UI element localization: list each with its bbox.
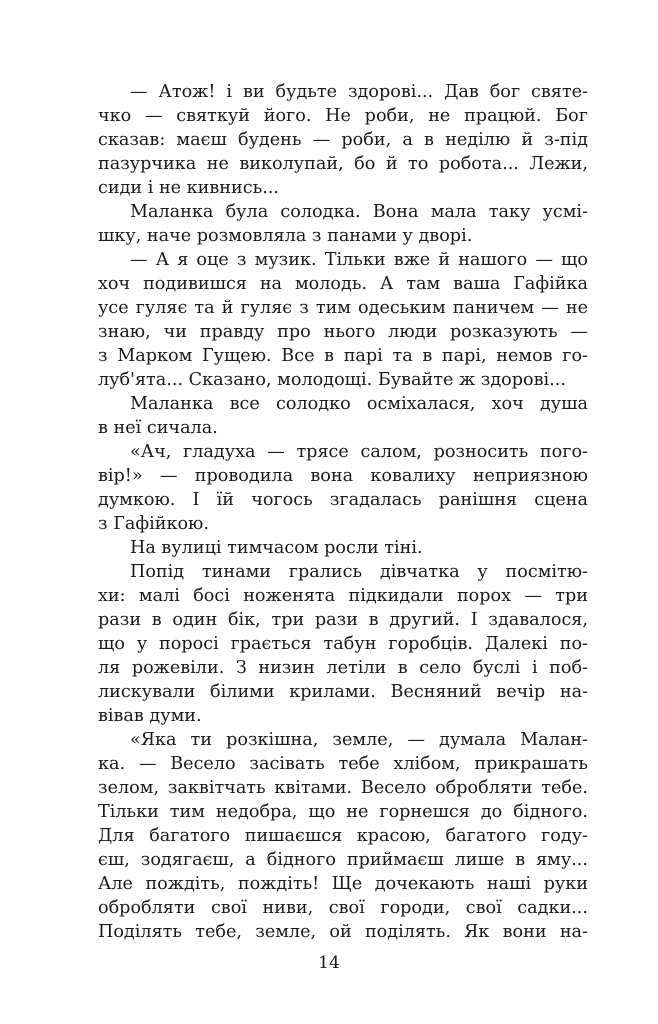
text-line: ля рожевіли. З низин летіли в село буслі і поб- (98, 658, 588, 678)
text-line: — Атож! і ви будьте здорові... Дав бог святе- (130, 82, 588, 102)
text-line: Але пождіть, пождіть! Ще дочекають наші руки (98, 874, 588, 894)
text-line: чко — святкуй його. Не роби, не працюй. Бог (98, 106, 588, 126)
text-line: лискували білими крилами. Весняний вечір на- (98, 682, 588, 702)
text-line: вір!» — проводила вона ковалиху неприязною (98, 466, 588, 486)
text-line: сиди і не кивнись... (98, 178, 279, 198)
text-line: з Гафійкою. (98, 514, 209, 534)
text-line: знаю, чи правду про нього люди розказують — (98, 322, 588, 342)
text-line: обробляти свої ниви, свої городи, свої садки... (98, 898, 588, 918)
text-line: «Ач, гладуха — трясе салом, розносить пого- (130, 442, 588, 462)
text-line: усе гуляє та й гуляє з тим одеським паничем — не (98, 298, 588, 318)
text-line: Поділять тебе, земле, ой поділять. Як вони на- (98, 922, 588, 942)
text-line: зелом, заквітчать квітами. Весело обробляти тебе. (98, 778, 588, 798)
text-line: луб'ята... Сказано, молодощі. Бувайте ж здорові... (98, 370, 566, 390)
text-line: Для багатого пишаєшся красою, багатого году- (98, 826, 588, 846)
text-line: в неї сичала. (98, 418, 218, 438)
text-line: що у поросі грається табун горобців. Далекі по- (98, 634, 588, 654)
text-line: На вулиці тимчасом росли тіні. (130, 538, 423, 558)
text-line: рази в один бік, три рази в другий. І здавалося, (98, 610, 588, 630)
text-line: з Марком Гущею. Все в парі та в парі, немов го- (98, 346, 588, 366)
text-line: ка. — Весело засівать тебе хлібом, прикрашать (98, 754, 588, 774)
body-text (98, 80, 588, 944)
text-line: хи: малі босі ноженята підкидали порох — три (98, 586, 588, 606)
text-line: вівав думи. (98, 706, 202, 726)
text-line: «Яка ти розкішна, земле, — думала Малан- (130, 730, 588, 750)
text-line: Маланка все солодко осміхалася, хоч душа (130, 394, 588, 414)
page-number: 14 (318, 953, 340, 973)
text-line: шку, наче розмовляла з панами у дворі. (98, 226, 473, 246)
text-line: — А я оце з музик. Тільки вже й нашого — що (130, 250, 588, 270)
text-line: Попід тинами грались дівчатка у посмітю- (130, 562, 588, 582)
text-line: Тільки тим недобра, що не горнешся до бідного. (98, 802, 588, 822)
text-line: Маланка була солодка. Вона мала таку усмі- (130, 202, 588, 222)
text-line: сказав: маєш будень — роби, а в неділю й з-під (98, 130, 588, 150)
text-line: єш, зодягаєш, а бідного приймаєш лише в яму... (98, 850, 588, 870)
text-line: хоч подивишся на молодь. А там ваша Гафійка (98, 274, 588, 294)
text-line: пазурчика не виколупай, бо й то робота... Лежи, (98, 154, 588, 174)
text-line: думкою. І їй чогось згадалась ранішня сцена (98, 490, 588, 510)
